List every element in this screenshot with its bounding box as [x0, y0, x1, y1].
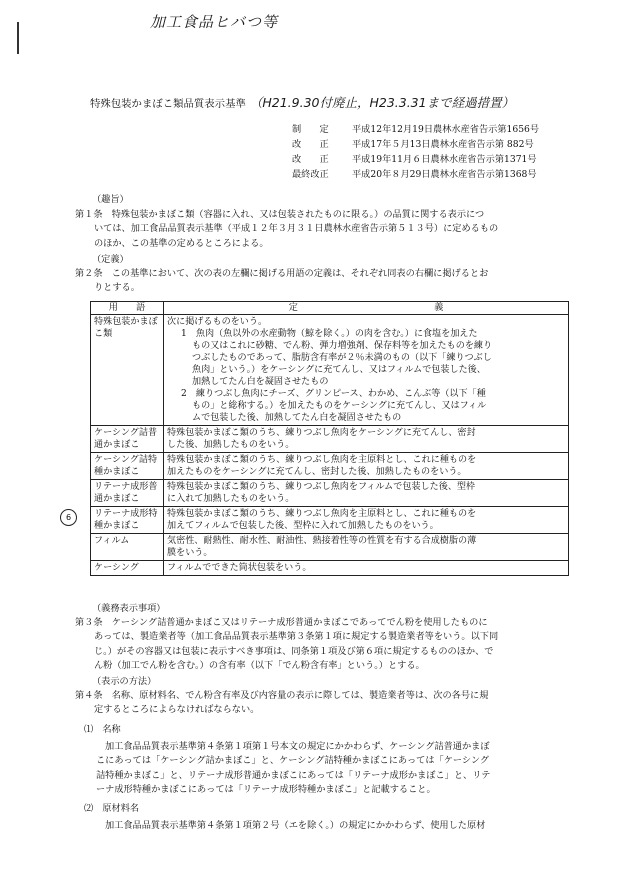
item-2-body	[84, 820, 589, 834]
term-line: リテーナ成形特	[94, 509, 158, 519]
term-line: 通かまぼこ	[94, 440, 140, 450]
def-line: つぶしたものであって、脂肪含有率が２％未満のもの（以下「練りつぶし	[192, 353, 492, 363]
item-1-line: ーナ成形特種かまぼこにあっては「リテーナ成形特種かまぼこ」と記載すること。	[96, 783, 436, 795]
term-line: 種かまぼこ	[94, 521, 140, 531]
table-row	[91, 507, 569, 534]
header-definition: 定 義	[164, 302, 569, 315]
definition-cell	[164, 315, 569, 426]
def-line: 加えたものをケーシングに充てんし、密封した後、加熱したものをいう。	[167, 467, 467, 477]
term-line: こ類	[94, 329, 113, 339]
article-4-line: 定するところによらなければならない。	[94, 704, 260, 716]
term-cell	[91, 453, 164, 480]
term-cell	[91, 561, 164, 576]
amendment-label: 改 正	[292, 139, 329, 150]
article-4-line: 第４条 名称、原材料名、でん粉含有率及び内容量の表示に際しては、製造業者等は、次の各号に規	[75, 690, 489, 701]
def-line: 特殊包装かまぼこ類のうち、練りつぶし魚肉をフィルムで包装した後、型枠	[167, 482, 476, 492]
table-row	[91, 315, 569, 426]
article-1-line: のほか、この基準の定めるところによる。	[94, 237, 269, 249]
item-1-line: 加工食品品質表示基準第４条第１項第１号本文の規定にかかわらず、ケーシング詰普通かまぼ	[105, 741, 490, 752]
article-3-line: じ。）がその容器又は包装に表示すべき事項は、同条第１項及び第６項に規定するもののほか、で	[94, 645, 494, 657]
amendment-label: 改 正	[292, 154, 329, 165]
term-line: ケーシング詰特	[94, 455, 158, 465]
definition-cell	[164, 453, 569, 480]
table-header-row	[91, 302, 569, 315]
def-line: 加熱してたん白を凝固させたもの	[192, 377, 329, 387]
term-line: フィルム	[94, 536, 130, 546]
article-3	[75, 617, 580, 674]
article-2	[75, 268, 580, 297]
item-1-label: ⑴ 名称	[84, 724, 121, 735]
amendment-text: 平成20年８月29日農林水産省告示第1368号	[352, 169, 537, 180]
title-text: 特殊包装かまぼこ類品質表示基準	[90, 98, 246, 110]
amendment-3	[292, 154, 537, 166]
header-term: 用 語	[91, 302, 164, 315]
heading-mandatory-items: （義務表示事項）	[92, 603, 166, 614]
def-line: 気密性、耐熱性、耐水性、耐油性、熱接着性等の性質を有する合成樹脂の薄	[167, 536, 477, 546]
term-cell	[91, 480, 164, 507]
amendment-label: 最終改正	[292, 169, 329, 180]
item-2-label: ⑵ 原材料名	[84, 803, 140, 814]
def-line: もの」と総称する。）を加えたものをケーシングに充てんし、又はフィル	[192, 401, 487, 411]
def-line: に入れて加熱したものをいう。	[167, 494, 295, 504]
def-line: した後、加熱したものをいう。	[167, 440, 295, 450]
def-line: 特殊包装かまぼこ類のうち、練りつぶし魚肉を主原料とし、これに種ものを	[167, 455, 477, 465]
term-cell	[91, 534, 164, 561]
def-line: 2 練りつぶし魚肉にチーズ、グリンピース、わかめ、こんぶ等（以下「種	[181, 389, 486, 399]
def-line: もの又はこれに砂糖、でん粉、弾力増強剤、保存料等を加えたものを練り	[192, 341, 493, 351]
heading-display-method: （表示の方法）	[92, 676, 157, 687]
item-2-line: 加工食品品質表示基準第４条第１項第２号（エを除く。）の規定にかかわらず、使用した原材	[105, 820, 486, 831]
term-cell	[91, 507, 164, 534]
term-line: リテーナ成形普	[94, 482, 158, 492]
def-line: 特殊包装かまぼこ類のうち、練りつぶし魚肉をケーシングに充てんし、密封	[167, 428, 476, 438]
margin-pen-stroke	[17, 22, 19, 54]
article-2-line: りとする。	[94, 282, 140, 294]
amendment-text: 平成12年12月19日農林水産省告示第1656号	[352, 124, 540, 135]
def-line: 膜をいう。	[167, 548, 213, 558]
definition-cell	[164, 534, 569, 561]
term-cell	[91, 315, 164, 426]
amendment-text: 平成17年５月13日農林水産省告示第 882号	[352, 139, 534, 150]
handwritten-circle-mark: 6	[60, 509, 77, 526]
article-4	[75, 690, 580, 719]
definition-cell	[164, 426, 569, 453]
heading-definitions: （定義）	[92, 254, 129, 265]
article-3-line: あっては、製造業者等（加工食品品質表示基準第３条第１項に規定する製造業者等をいう。以下同	[94, 631, 499, 643]
article-3-line: ん粉（加工でん粉を含む。）の含有率（以下「でん粉含有率」という。）とする。	[94, 659, 425, 671]
amendment-label: 制 定	[292, 124, 329, 135]
def-line: フィルムでできた筒状包装をいう。	[167, 563, 312, 573]
item-1-line: こにあっては「ケーシング詰かまぼこ」と、ケーシング詰特種かまぼこにあっては「ケーシング	[96, 755, 490, 767]
term-cell	[91, 426, 164, 453]
item-1-body	[84, 741, 589, 798]
term-line: 種かまぼこ	[94, 467, 140, 477]
amendment-text: 平成19年11月６日農林水産省告示第1371号	[352, 154, 537, 165]
article-1	[75, 209, 580, 252]
definition-cell	[164, 561, 569, 576]
amendment-4	[292, 169, 537, 181]
term-line: ケーシング詰普	[94, 428, 158, 438]
term-line: ケーシング	[94, 563, 139, 573]
article-1-line: 第１条 特殊包装かまぼこ類（容器に入れ、又は包装されたものに限る。）の品質に関する表示につ	[75, 209, 485, 220]
term-line: 通かまぼこ	[94, 494, 140, 504]
definition-cell	[164, 507, 569, 534]
def-line: 魚肉」という。）をケーシングに充てんし、又はフィルムで包装した後、	[192, 365, 486, 375]
handwritten-top-note: 加工食品ヒバつ等	[150, 13, 279, 31]
table-row	[91, 480, 569, 507]
table-row	[91, 426, 569, 453]
def-line: ムで包装した後、加熱してたん白を凝固させたもの	[192, 413, 402, 423]
def-line: 加えてフィルムで包装した後、型枠に入れて加熱したものをいう。	[167, 521, 439, 531]
heading-purpose: （趣旨）	[92, 194, 129, 205]
amendment-2	[292, 139, 534, 151]
term-line: 特殊包装かまぼ	[94, 317, 158, 327]
definitions-table	[90, 301, 569, 576]
def-line: 次に掲げるものをいう。	[167, 317, 268, 327]
def-line: 1 魚肉（魚以外の水産動物（鯨を除く。）の肉を含む。）に食塩を加えた	[181, 329, 478, 339]
article-1-line: いては、加工食品品質表示基準（平成１２年３月３１日農林水産省告示第５１３号）に定めるもの	[94, 223, 499, 235]
table-row	[91, 534, 569, 561]
article-2-line: 第２条 この基準において、次の表の左欄に掲げる用語の定義は、それぞれ同表の右欄に掲げるとお	[75, 268, 489, 279]
handwritten-title-note: （H21.9.30付廃止，H23.3.31まで経過措置）	[249, 95, 515, 110]
def-line: 特殊包装かまぼこ類のうち、練りつぶし魚肉を主原料とし、これに種ものを	[167, 509, 477, 519]
item-1-line: 詰特種かまぼこ」と、リテーナ成形普通かまぼこにあっては「リテーナ成形かまぼこ」と、リテ	[96, 769, 491, 781]
page-title	[90, 95, 514, 112]
table-row	[91, 453, 569, 480]
article-3-line: 第３条 ケーシング詰普通かまぼこ又はリテーナ成形普通かまぼこであってでん粉を使用したものに	[75, 617, 488, 628]
amendment-1	[292, 124, 539, 136]
table-row	[91, 561, 569, 576]
definition-cell	[164, 480, 569, 507]
